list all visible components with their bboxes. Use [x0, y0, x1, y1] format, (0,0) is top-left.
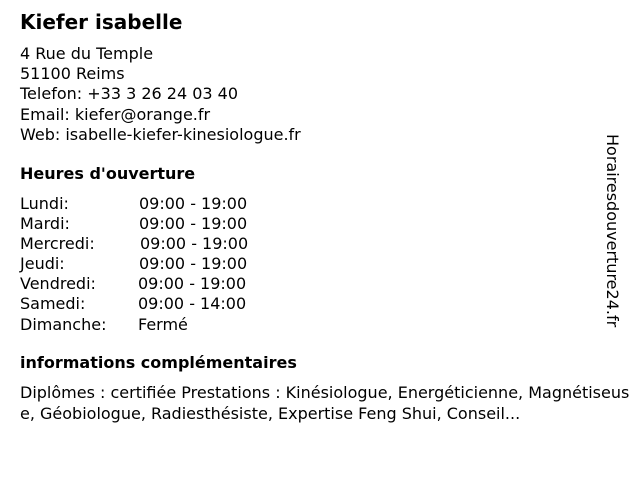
day-hours: 09:00 - 14:00 [138, 294, 247, 314]
day-hours: 09:00 - 19:00 [140, 234, 249, 254]
additional-info-text: Diplômes : certifiée Prestations : Kinésiologue, Energéticienne, Magnétiseuse, Géobiologue, Radiesthésiste, Expertise Feng Shui, Conseil... [20, 383, 630, 423]
hours-row-monday [20, 194, 320, 214]
business-name: Kiefer isabelle [20, 10, 183, 34]
hours-row-sunday [20, 315, 320, 335]
hours-row-thursday [20, 254, 320, 274]
day-label: Vendredi: [20, 274, 96, 294]
contact-block [20, 44, 301, 145]
day-label: Samedi: [20, 294, 86, 314]
hours-row-saturday [20, 294, 320, 314]
street-address: 4 Rue du Temple [20, 44, 154, 63]
additional-info-heading: informations complémentaires [20, 353, 297, 372]
day-hours: 09:00 - 19:00 [139, 214, 248, 234]
hours-row-tuesday [20, 214, 320, 234]
day-hours: 09:00 - 19:00 [138, 274, 247, 294]
opening-hours-table [20, 194, 320, 335]
day-hours: 09:00 - 19:00 [139, 194, 248, 213]
day-label: Mardi: [20, 214, 70, 234]
city-postcode: 51100 Reims [20, 64, 125, 84]
email-address: Email: kiefer@orange.fr [20, 104, 211, 124]
site-brand-vertical: Horairesdouverture24.fr [603, 134, 622, 328]
day-hours: Fermé [138, 314, 188, 334]
opening-hours-heading: Heures d'ouverture [20, 164, 196, 183]
day-label: Mercredi: [20, 234, 95, 254]
day-label: Jeudi: [20, 254, 65, 274]
hours-row-friday [20, 274, 320, 294]
phone-number: Telefon: +33 3 26 24 03 40 [20, 84, 239, 104]
website: Web: isabelle-kiefer-kinesiologue.fr [20, 124, 301, 144]
hours-row-wednesday [20, 234, 320, 254]
day-hours: 09:00 - 19:00 [139, 254, 248, 274]
day-label: Lundi: [20, 194, 69, 213]
day-label: Dimanche: [20, 314, 107, 334]
